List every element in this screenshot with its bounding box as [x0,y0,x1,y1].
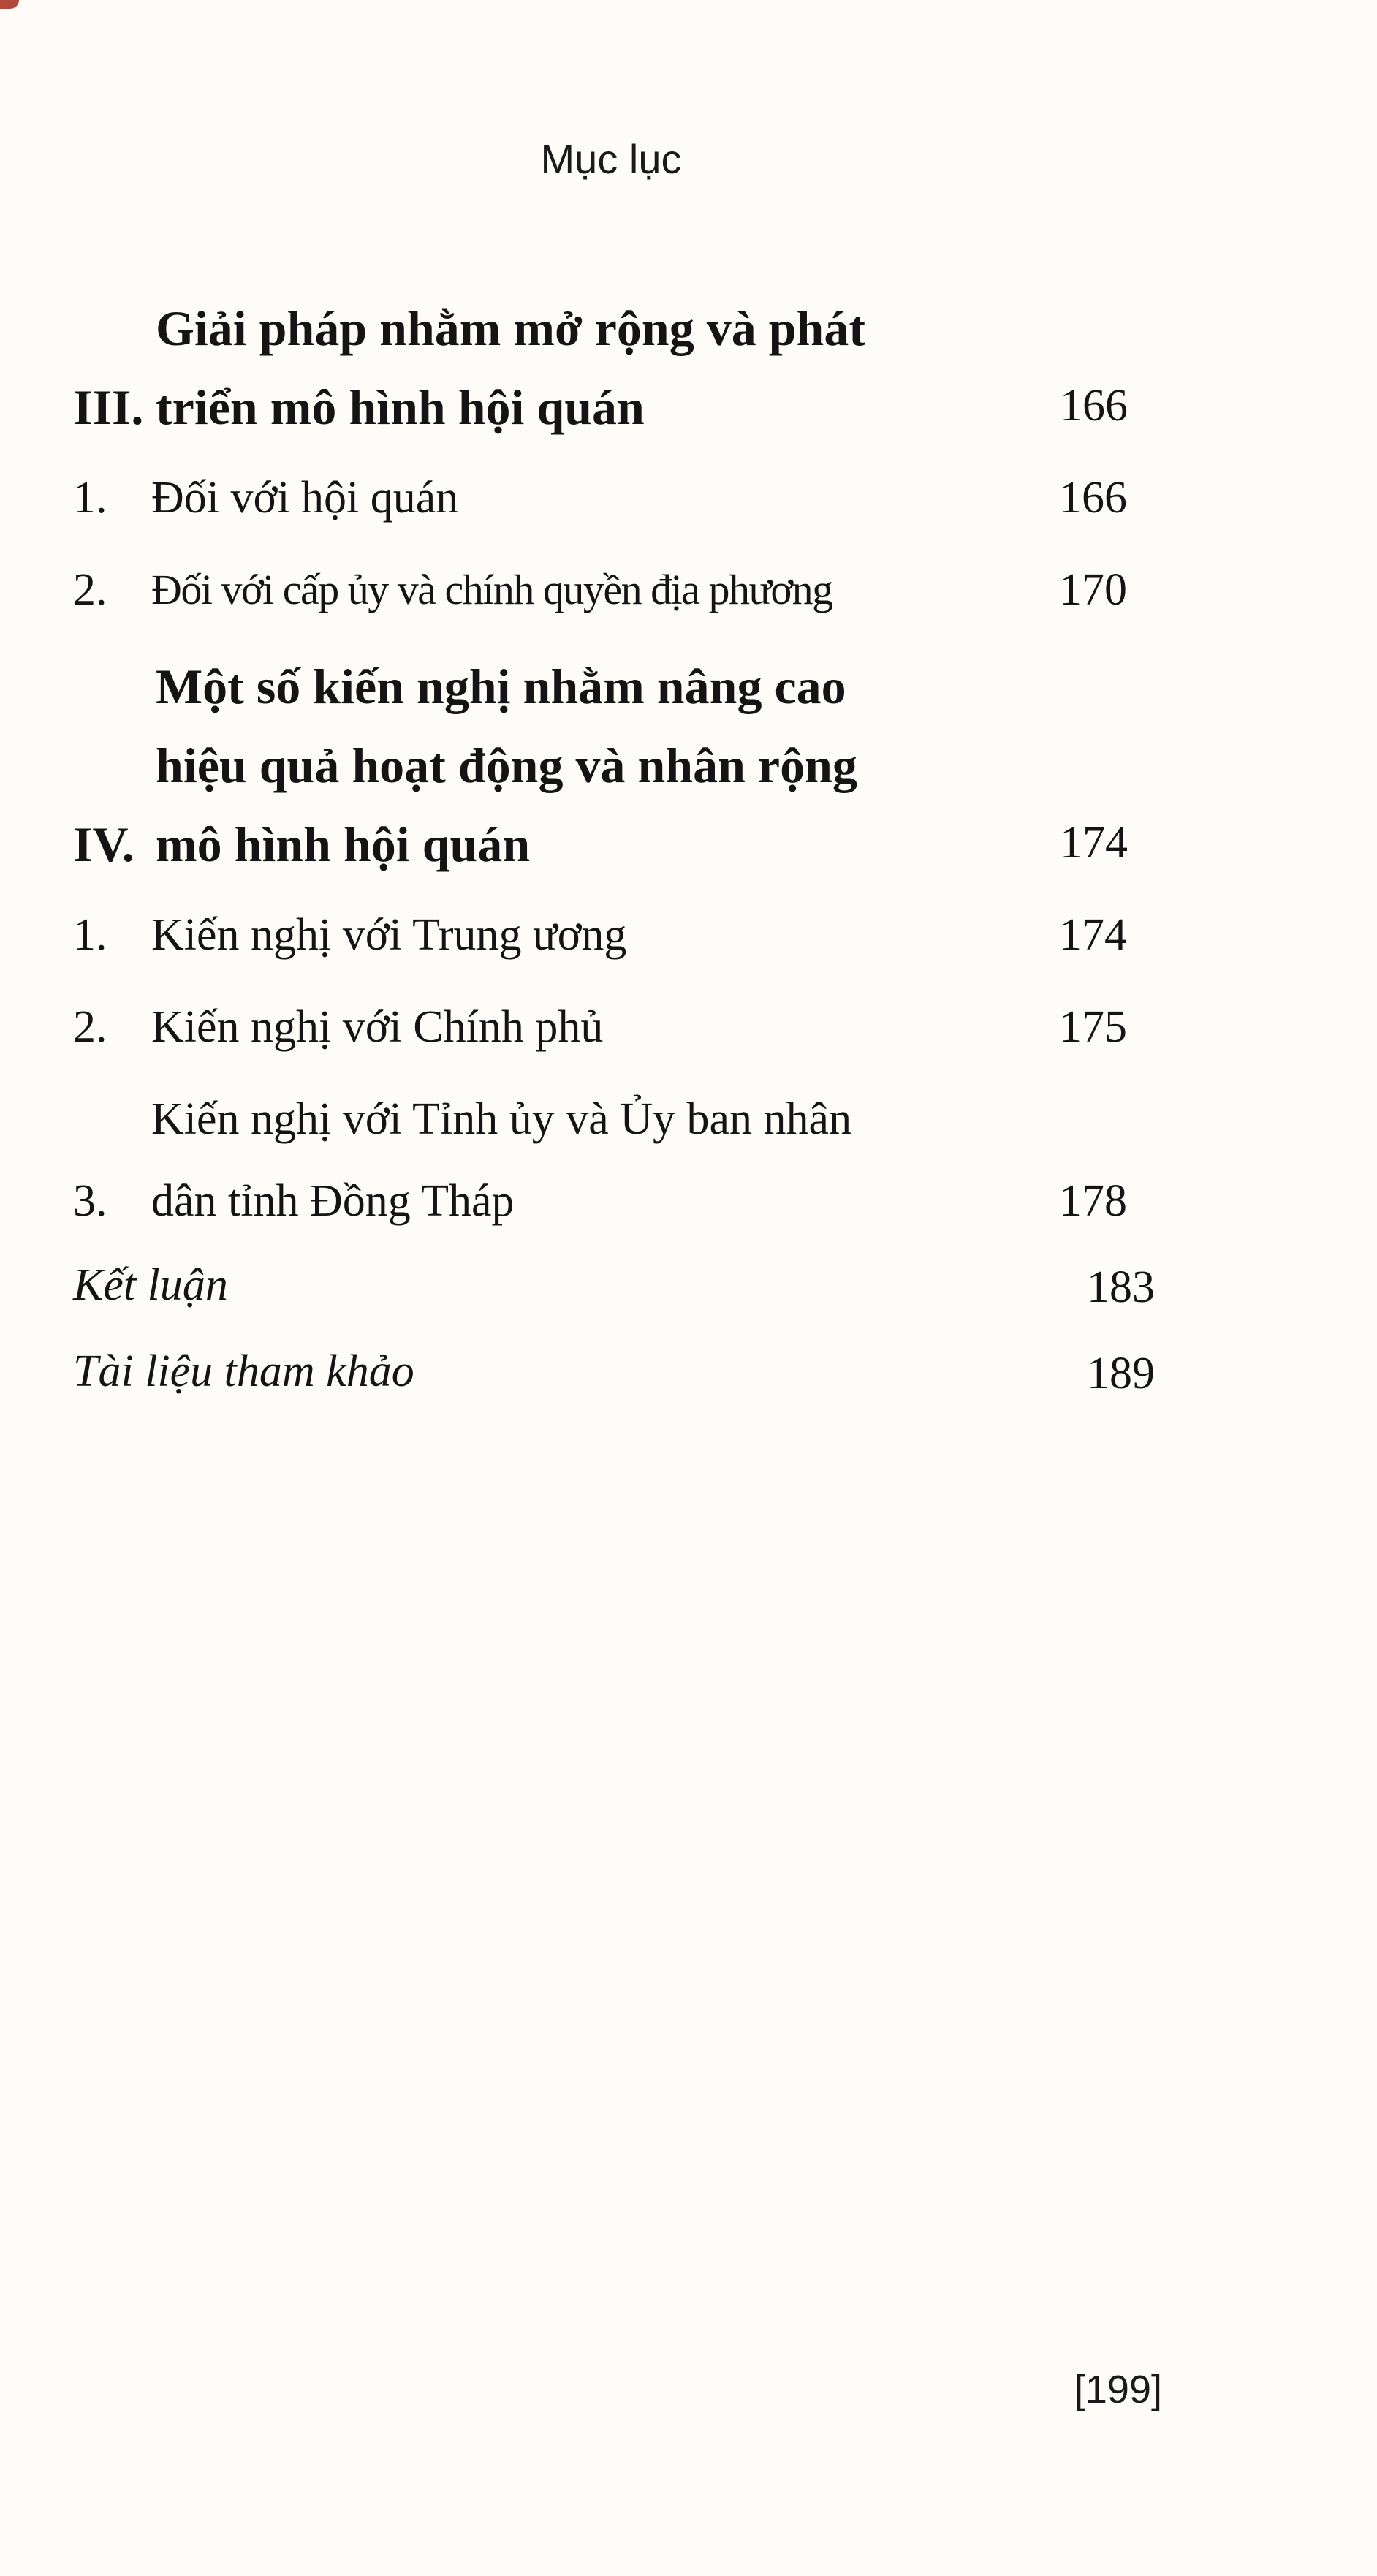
toc-page-number: 174 [1059,910,1127,960]
toc-item-number: 2. [73,565,107,615]
page-number: [199] [1074,2368,1162,2412]
toc-page-number: 183 [1087,1262,1155,1312]
table-of-contents [73,289,1155,1414]
toc-item-iv-3[interactable] [73,1078,1155,1242]
toc-page-number: 175 [1059,1002,1127,1052]
toc-item-title: Kiến nghị với Chính phủ [151,1002,604,1052]
toc-page-number: 170 [1059,565,1127,615]
toc-section-title: Một số kiến nghị nhằm nâng cao hiệu quả hoạt động và nhân rộng mô hình hội quán [156,659,857,872]
toc-item-iv-2[interactable] [73,986,1155,1068]
toc-item-title: Đối với cấp ủy và chính quyền địa phương [151,566,832,613]
toc-conclusion[interactable] [73,1242,1155,1328]
toc-item-iv-1[interactable] [73,894,1155,976]
toc-item-title: Kiến nghị với Tỉnh ủy và Ủy ban nhân dân tỉnh Đồng Tháp [151,1094,852,1226]
toc-section-number: IV. [73,817,134,872]
toc-item-number: 1. [73,473,107,523]
toc-item-title: Kiến nghị với Trung ương [151,910,627,960]
toc-page-number: 174 [1060,818,1128,868]
page-corner-mark [0,0,19,9]
toc-references[interactable] [73,1328,1155,1414]
running-header: Mục lục [540,136,682,182]
toc-item-iii-2[interactable] [73,549,1155,631]
toc-item-number: 3. [73,1176,107,1226]
toc-page-number: 166 [1059,473,1127,523]
toc-section-iv[interactable] [73,647,1155,884]
toc-section-title: Giải pháp nhằm mở rộng và phát triển mô hình hội quán [156,300,865,435]
toc-page-number: 189 [1087,1349,1155,1398]
toc-page-number: 166 [1060,381,1128,431]
toc-item-title: Đối với hội quán [151,473,459,523]
toc-section-number: III. [73,379,144,435]
toc-item-title: Kết luận [73,1260,228,1310]
toc-item-number: 1. [73,910,107,960]
toc-item-iii-1[interactable] [73,457,1155,539]
toc-page-number: 178 [1059,1176,1127,1226]
toc-item-title: Tài liệu tham khảo [73,1346,414,1396]
toc-item-number: 2. [73,1002,107,1052]
toc-section-iii[interactable] [73,289,1155,447]
